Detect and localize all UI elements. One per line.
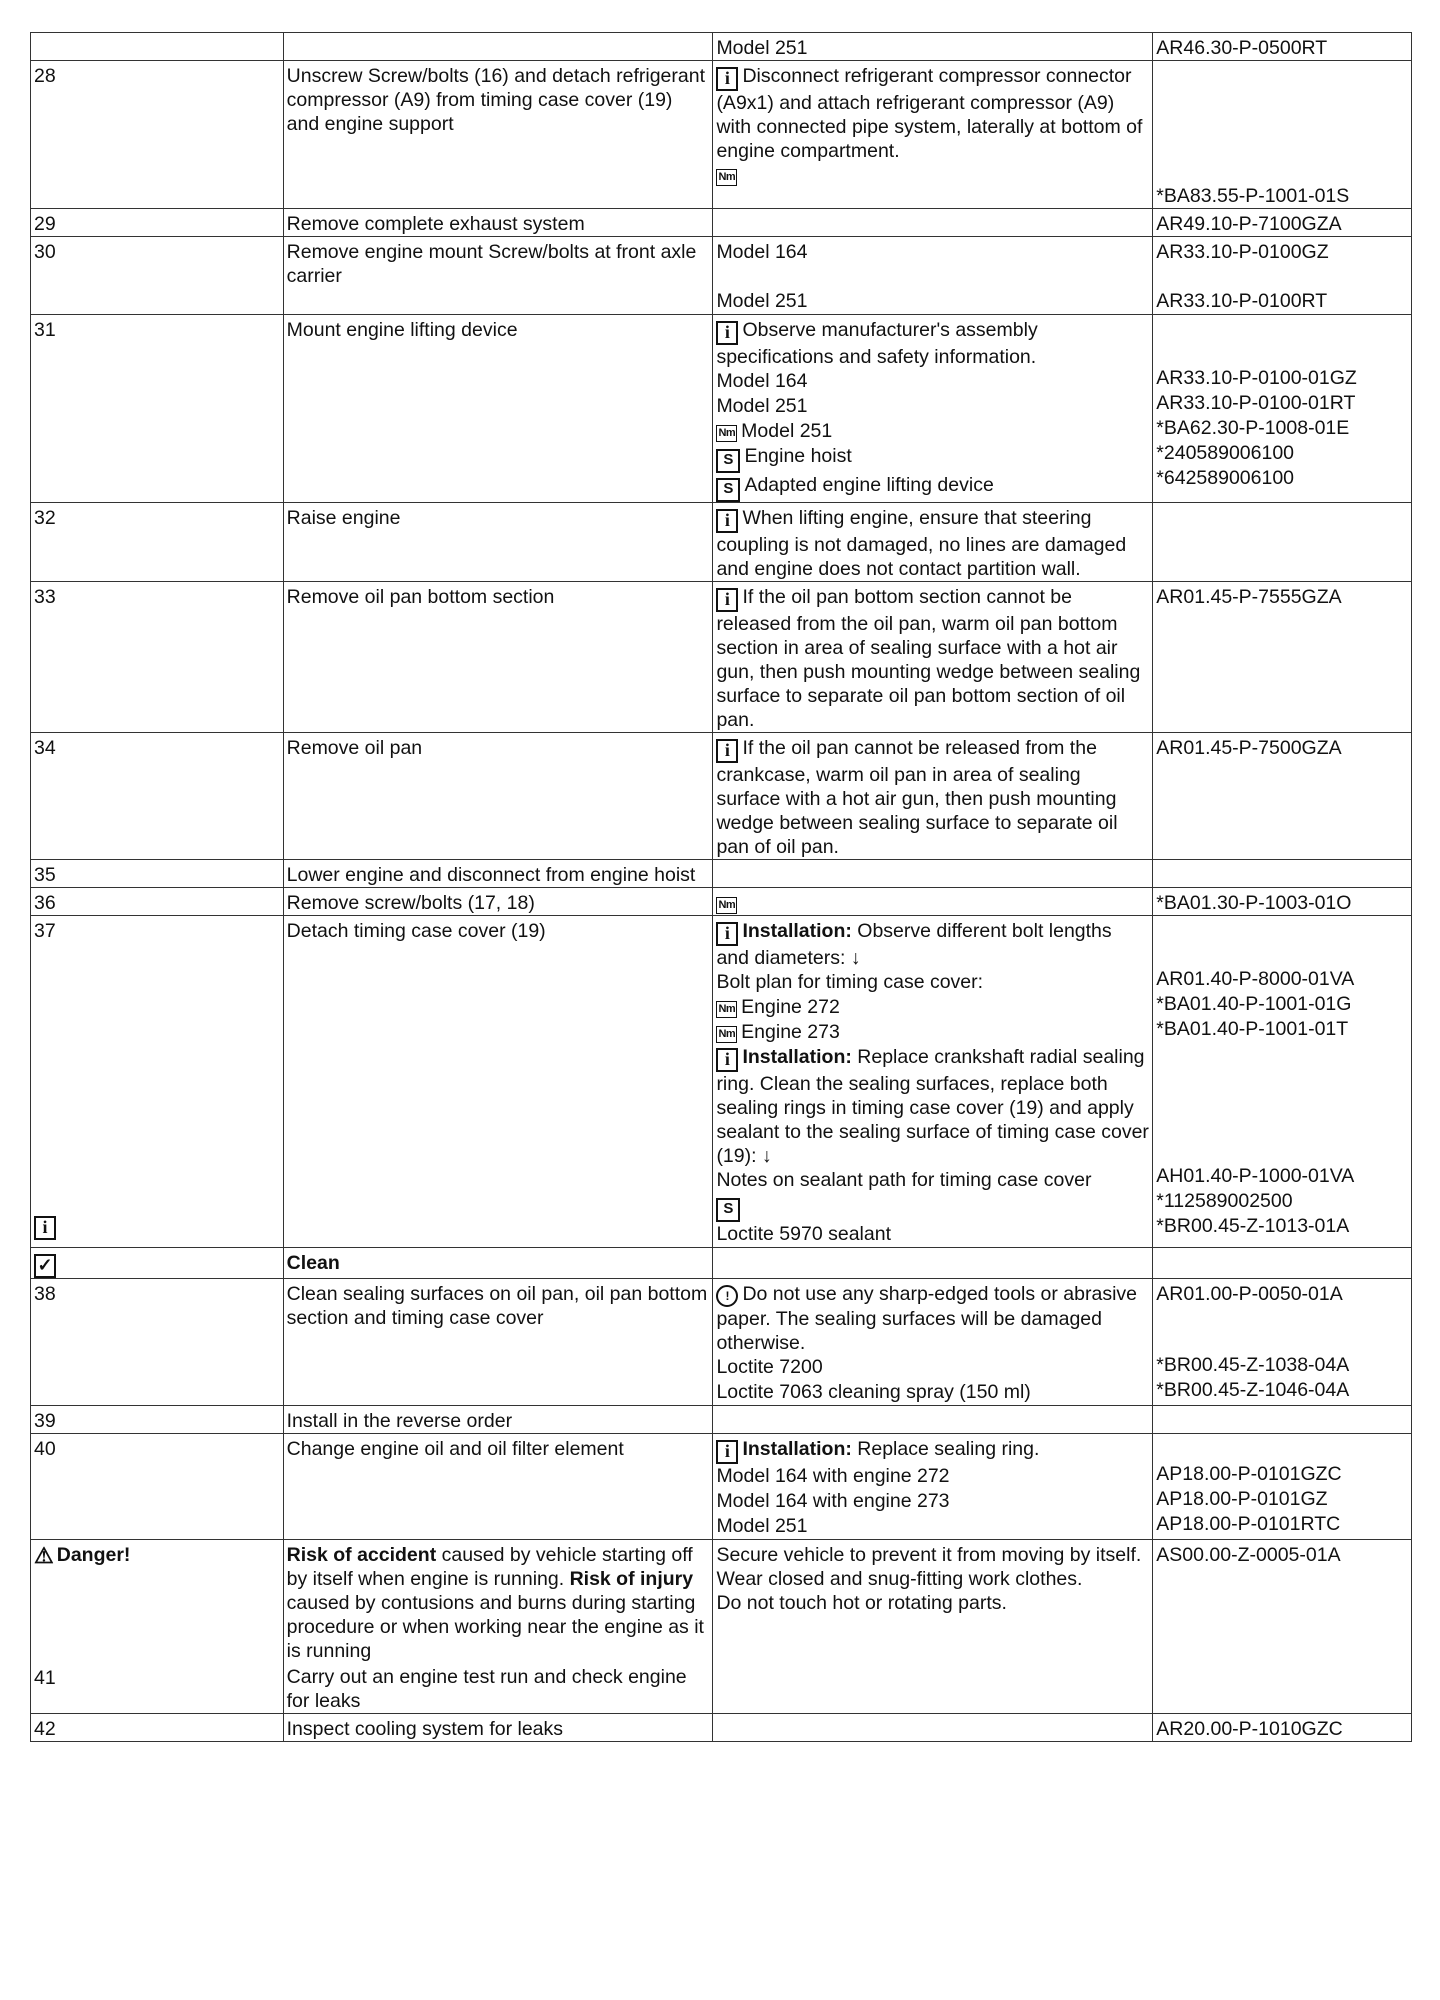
cell-info: i Installation: Observe different bolt lengths and diameters: ↓ Bolt plan for timing case cover: Nm Engine 272 Nm Engine 273 i Installation: Replace crankshaft radial sealing ring. Clean the sealing surfaces, replace both sealing rings in timing case cover (19) and apply sealant to the sealing surface of timing case cover (19): ↓ Notes on sealant path for timing case cover S Loctite 5970 sealant: [713, 916, 1153, 1248]
info-icon: i: [716, 509, 738, 533]
cell-info: [713, 888, 1153, 916]
step-operation: Clean sealing surfaces on oil pan, oil pan bottom section and timing case cover: [283, 1279, 713, 1406]
arrow-down-icon: ↓: [761, 1145, 772, 1167]
torque-icon: Nm: [716, 169, 737, 186]
cell-reference: AP18.00-P-0101GZC AP18.00-P-0101GZ AP18.00-P-0101RTC: [1153, 1434, 1412, 1540]
cell-reference: AR33.10-P-0100-01GZ AR33.10-P-0100-01RT *BA62.30-P-1008-01E *240589006100 *642589006100: [1153, 315, 1412, 503]
cell-reference: AR33.10-P-0100GZ AR33.10-P-0100RT: [1153, 237, 1412, 315]
cell-info: i If the oil pan cannot be released from the crankcase, warm oil pan in area of sealing surface with a hot air gun, then push mounting wedge between sealing surface to separate oil pan of oil pan.: [713, 733, 1153, 860]
cell-reference: *BA83.55-P-1001-01S: [1153, 61, 1412, 209]
info-icon: i: [716, 588, 738, 612]
step-number: 31: [31, 315, 284, 503]
table-row: [31, 503, 1412, 582]
step-operation: Install in the reverse order: [283, 1406, 713, 1434]
special-tool-icon: S: [716, 1198, 740, 1222]
step-number: 38: [31, 1279, 284, 1406]
step-number: 35: [31, 860, 284, 888]
warning-triangle-icon: ⚠: [34, 1543, 54, 1568]
cell-info: i Disconnect refrigerant compressor connector (A9x1) and attach refrigerant compressor (A9) with connected pipe system, laterally at bottom of engine compartment. Nm: [713, 61, 1153, 209]
step-operation: Remove screw/bolts (17, 18): [283, 888, 713, 916]
info-icon: i: [34, 1216, 56, 1240]
cell-info: i When lifting engine, ensure that steering coupling is not damaged, no lines are damaged and engine does not contact partition wall.: [713, 503, 1153, 582]
step-operation: Inspect cooling system for leaks: [283, 1714, 713, 1742]
info-icon: i: [716, 1048, 738, 1072]
step-number: 37 i: [31, 916, 284, 1248]
step-number: 28: [31, 61, 284, 209]
step-operation: Remove oil pan: [283, 733, 713, 860]
table-row: [31, 315, 1412, 503]
step-operation: Mount engine lifting device: [283, 315, 713, 503]
step-operation: Remove oil pan bottom section: [283, 582, 713, 733]
cell-info: i If the oil pan bottom section cannot be released from the oil pan, warm oil pan bottom section in area of sealing surface with a hot air gun, then push mounting wedge between sealing surface to separate oil pan bottom section of oil pan.: [713, 582, 1153, 733]
cell-reference: AR01.00-P-0050-01A *BR00.45-Z-1038-04A *BR00.45-Z-1046-04A: [1153, 1279, 1412, 1406]
cell-reference: AR20.00-P-1010GZC: [1153, 1714, 1412, 1742]
cell-reference: AR01.45-P-7555GZA: [1153, 582, 1412, 733]
procedure-table-container: [30, 32, 1412, 1742]
torque-icon: Nm: [716, 1026, 737, 1043]
step-number: 30: [31, 237, 284, 315]
clean-icon: ✓: [34, 1254, 56, 1278]
step-number: 41: [34, 1667, 56, 1689]
table-row: [31, 61, 1412, 209]
table-row: [31, 916, 1412, 1248]
cell-reference: AR01.40-P-8000-01VA *BA01.40-P-1001-01G *BA01.40-P-1001-01T AH01.40-P-1000-01VA *112589002500 *BR00.45-Z-1013-01A: [1153, 916, 1412, 1248]
table-row: [31, 1714, 1412, 1742]
cell-info: Model 164 Model 251: [713, 237, 1153, 315]
special-tool-icon: S: [716, 449, 740, 473]
step-operation: Lower engine and disconnect from engine hoist: [283, 860, 713, 888]
table-row: [31, 33, 1412, 61]
table-row: [31, 1540, 1412, 1714]
step-operation: Detach timing case cover (19): [283, 916, 713, 1248]
table-row: [31, 888, 1412, 916]
danger-text: Risk of accident caused by vehicle starting off by itself when engine is running. Risk of injury caused by contusions and burns during starting procedure or when working near the engine as it is running: [286, 1544, 704, 1662]
table-row: [31, 1434, 1412, 1540]
table-row: [31, 1279, 1412, 1406]
step-number: 40: [31, 1434, 284, 1540]
info-icon: i: [716, 67, 738, 91]
cell-info: i Installation: Replace sealing ring. Model 164 with engine 272 Model 164 with engine 273 Model 251: [713, 1434, 1153, 1540]
procedure-table: [30, 32, 1412, 1742]
caution-icon: !: [716, 1285, 738, 1307]
step-operation: Carry out an engine test run and check engine for leaks: [286, 1666, 687, 1712]
table-row: [31, 237, 1412, 315]
step-number: 32: [31, 503, 284, 582]
cell-info: i Observe manufacturer's assembly specifications and safety information. Model 164 Model 251 Nm Model 251 S Engine hoist S Adapted engine lifting device: [713, 315, 1153, 503]
step-number: 36: [31, 888, 284, 916]
table-row: [31, 582, 1412, 733]
arrow-down-icon: ↓: [850, 947, 861, 969]
step-operation: Remove complete exhaust system: [283, 209, 713, 237]
step-number: 34: [31, 733, 284, 860]
info-icon: i: [716, 739, 738, 763]
torque-icon: Nm: [716, 897, 737, 914]
cell-reference: AR46.30-P-0500RT: [1153, 33, 1412, 61]
table-row: [31, 209, 1412, 237]
table-row: [31, 1406, 1412, 1434]
step-operation: Raise engine: [283, 503, 713, 582]
info-icon: i: [716, 1440, 738, 1464]
step-operation: Remove engine mount Screw/bolts at front axle carrier: [283, 237, 713, 315]
table-row: [31, 1248, 1412, 1279]
cell-info: Model 251: [713, 33, 1153, 61]
torque-icon: Nm: [716, 1001, 737, 1018]
table-row: [31, 860, 1412, 888]
step-number: 39: [31, 1406, 284, 1434]
danger-label: Danger!: [56, 1544, 131, 1566]
cell-reference: AS00.00-Z-0005-01A: [1153, 1540, 1412, 1714]
step-number: 29: [31, 209, 284, 237]
cell-info: ! Do not use any sharp-edged tools or abrasive paper. The sealing surfaces will be damaged otherwise. Loctite 7200 Loctite 7063 cleaning spray (150 ml): [713, 1279, 1153, 1406]
torque-icon: Nm: [716, 425, 737, 442]
step-number: 42: [31, 1714, 284, 1742]
cell-reference: *BA01.30-P-1003-01O: [1153, 888, 1412, 916]
info-icon: i: [716, 321, 738, 345]
step-number: 33: [31, 582, 284, 733]
cell-reference: AR01.45-P-7500GZA: [1153, 733, 1412, 860]
section-title: Clean: [283, 1248, 713, 1279]
table-row: [31, 733, 1412, 860]
safety-measures: Secure vehicle to prevent it from moving by itself. Wear closed and snug-fitting work clothes. Do not touch hot or rotating parts.: [713, 1540, 1153, 1714]
special-tool-icon: S: [716, 478, 740, 502]
step-operation: Unscrew Screw/bolts (16) and detach refrigerant compressor (A9) from timing case cover (19) and engine support: [283, 61, 713, 209]
info-icon: i: [716, 922, 738, 946]
cell-reference: AR49.10-P-7100GZA: [1153, 209, 1412, 237]
step-operation: Change engine oil and oil filter element: [283, 1434, 713, 1540]
